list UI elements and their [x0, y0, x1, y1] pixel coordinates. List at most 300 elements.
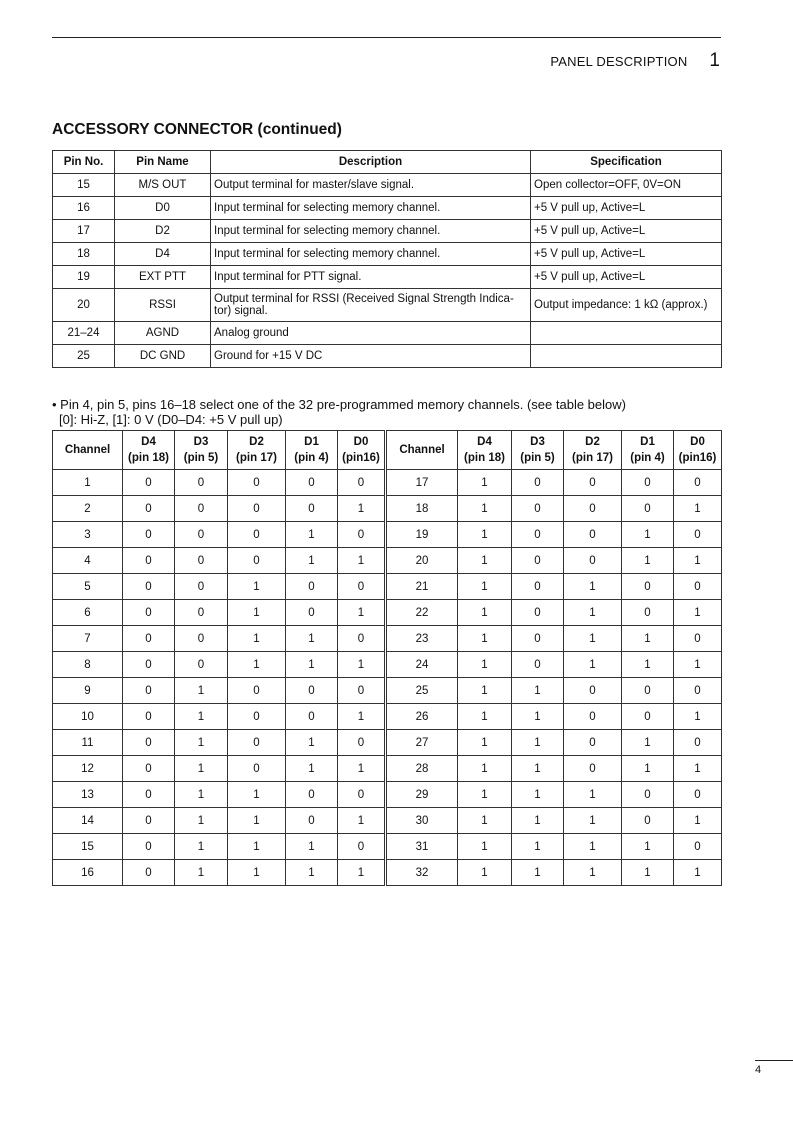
table-row	[53, 652, 722, 678]
table-cell: 1	[458, 808, 512, 834]
col-header-pin: (pin 17)	[572, 452, 613, 464]
table-cell: +5 V pull up, Active=L	[531, 266, 722, 289]
table-cell: 1	[564, 626, 622, 652]
table-cell: +5 V pull up, Active=L	[531, 220, 722, 243]
table-cell: Output terminal for master/slave signal.	[211, 174, 531, 197]
table-cell: 2	[53, 496, 123, 522]
table-cell: 0	[622, 782, 674, 808]
table-cell: 0	[338, 626, 386, 652]
table-cell: 11	[53, 730, 123, 756]
table-cell: 1	[458, 678, 512, 704]
table-cell: 0	[228, 678, 286, 704]
table-row	[53, 522, 722, 548]
table-cell: 1	[175, 782, 228, 808]
col-header-pin: (pin 5)	[520, 452, 555, 464]
table-cell: 5	[53, 574, 123, 600]
col-header-pin: (pin16)	[342, 452, 380, 464]
table-cell: 0	[123, 626, 175, 652]
table-cell: 1	[286, 834, 338, 860]
table-cell: 15	[53, 834, 123, 860]
table-cell: 0	[674, 470, 722, 496]
col-header	[123, 431, 175, 470]
table-cell: 1	[228, 600, 286, 626]
table-cell: 0	[674, 730, 722, 756]
section-title: PANEL DESCRIPTION	[550, 54, 688, 69]
table-cell: 1	[512, 678, 564, 704]
col-header	[53, 431, 123, 470]
table-cell: Analog ground	[211, 322, 531, 345]
table-cell: 1	[512, 860, 564, 886]
table-cell: 0	[622, 704, 674, 730]
channel-table	[52, 430, 722, 886]
col-header: Pin Name	[115, 151, 211, 174]
table-cell: 25	[386, 678, 458, 704]
table-row	[53, 834, 722, 860]
table-cell: M/S OUT	[115, 174, 211, 197]
table-cell: 0	[175, 574, 228, 600]
table-cell: 1	[175, 704, 228, 730]
col-header-pin: (pin 5)	[183, 452, 219, 464]
table-cell: 16	[53, 860, 123, 886]
table-cell: 0	[338, 730, 386, 756]
table-cell: 1	[458, 860, 512, 886]
col-header	[564, 431, 622, 470]
table-cell: 1	[458, 470, 512, 496]
table-row	[53, 808, 722, 834]
table-cell: 1	[564, 808, 622, 834]
table-cell: 21	[386, 574, 458, 600]
col-header-label: D3	[530, 436, 545, 448]
table-cell: 8	[53, 652, 123, 678]
table-cell: 1	[458, 600, 512, 626]
pin-table-header	[53, 151, 722, 174]
table-cell: 1	[564, 834, 622, 860]
channel-table-header	[53, 431, 722, 470]
table-cell: 0	[674, 626, 722, 652]
table-row	[53, 782, 722, 808]
table-cell: 0	[123, 548, 175, 574]
table-cell: 0	[286, 678, 338, 704]
table-cell: 30	[386, 808, 458, 834]
table-cell: 0	[175, 522, 228, 548]
table-cell: 16	[53, 197, 115, 220]
table-cell: 0	[228, 704, 286, 730]
table-cell: 0	[286, 574, 338, 600]
table-cell: 0	[564, 730, 622, 756]
col-header	[228, 431, 286, 470]
table-cell: 1	[674, 756, 722, 782]
table-cell: 1	[674, 808, 722, 834]
page-number: 4	[755, 1064, 762, 1076]
col-header-label: D2	[585, 436, 600, 448]
table-cell: 17	[386, 470, 458, 496]
table-cell: 3	[53, 522, 123, 548]
table-cell: 1	[175, 678, 228, 704]
table-cell: 1	[175, 860, 228, 886]
col-header	[386, 431, 458, 470]
table-cell: 18	[386, 496, 458, 522]
table-cell: 13	[53, 782, 123, 808]
table-cell: 1	[512, 704, 564, 730]
table-row	[53, 496, 722, 522]
table-cell: 1	[286, 730, 338, 756]
table-cell: 1	[622, 522, 674, 548]
pin-table	[52, 150, 722, 368]
table-cell: 0	[123, 652, 175, 678]
table-cell: 32	[386, 860, 458, 886]
table-cell	[531, 345, 722, 368]
table-cell: 1	[228, 860, 286, 886]
table-cell: 4	[53, 548, 123, 574]
table-row	[53, 678, 722, 704]
table-cell: 1	[338, 652, 386, 678]
table-cell: 1	[286, 756, 338, 782]
table-cell: 14	[53, 808, 123, 834]
table-cell: 0	[622, 470, 674, 496]
table-cell: 1	[458, 834, 512, 860]
table-cell: 0	[228, 730, 286, 756]
col-header: Specification	[531, 151, 722, 174]
table-cell: 0	[674, 782, 722, 808]
table-cell: 1	[175, 834, 228, 860]
table-cell: 0	[564, 704, 622, 730]
col-header-label: Channel	[64, 444, 111, 456]
table-cell: 20	[53, 289, 115, 322]
table-cell: 26	[386, 704, 458, 730]
table-cell: 0	[512, 574, 564, 600]
table-cell: 0	[175, 626, 228, 652]
table-cell: 0	[123, 782, 175, 808]
table-row	[53, 322, 722, 345]
table-cell: 22	[386, 600, 458, 626]
table-cell: 1	[622, 626, 674, 652]
table-cell: 1	[458, 496, 512, 522]
table-cell: Ground for +15 V DC	[211, 345, 531, 368]
table-cell: Input terminal for selecting memory channel.	[211, 243, 531, 266]
table-cell: 0	[286, 470, 338, 496]
col-header	[674, 431, 722, 470]
table-cell: 0	[338, 470, 386, 496]
table-cell: 0	[175, 600, 228, 626]
table-cell: 0	[286, 808, 338, 834]
col-header	[622, 431, 674, 470]
col-header-pin: (pin 18)	[128, 452, 169, 464]
col-header-label: D0	[353, 436, 369, 448]
table-cell: 0	[564, 470, 622, 496]
table-cell: 0	[338, 678, 386, 704]
table-row	[53, 289, 722, 322]
table-cell: D0	[115, 197, 211, 220]
table-cell: Open collector=OFF, 0V=ON	[531, 174, 722, 197]
table-cell: 0	[622, 678, 674, 704]
col-header-label: D1	[304, 436, 319, 448]
table-row	[53, 345, 722, 368]
table-cell: 1	[458, 652, 512, 678]
table-cell: 1	[175, 730, 228, 756]
table-cell: 0	[123, 600, 175, 626]
table-cell: 1	[228, 626, 286, 652]
table-cell: 0	[512, 652, 564, 678]
table-cell: 0	[512, 522, 564, 548]
table-cell: 10	[53, 704, 123, 730]
table-cell: 0	[674, 834, 722, 860]
table-cell: 0	[564, 522, 622, 548]
table-cell: 1	[564, 600, 622, 626]
table-cell: +5 V pull up, Active=L	[531, 243, 722, 266]
table-cell: 0	[175, 470, 228, 496]
table-cell: 1	[175, 756, 228, 782]
col-header	[175, 431, 228, 470]
note-line-1: • Pin 4, pin 5, pins 16–18 select one of the 32 pre-programmed memory channels. (see table below)	[52, 397, 626, 412]
table-cell: 7	[53, 626, 123, 652]
table-row	[53, 174, 722, 197]
table-row	[53, 600, 722, 626]
table-cell: 0	[338, 834, 386, 860]
note	[52, 397, 626, 427]
table-cell: 0	[286, 782, 338, 808]
table-row	[53, 730, 722, 756]
table-cell: 1	[458, 574, 512, 600]
table-cell: 1	[286, 860, 338, 886]
table-cell: 0	[175, 496, 228, 522]
table-cell: 0	[228, 470, 286, 496]
table-cell: 0	[286, 704, 338, 730]
table-row	[53, 574, 722, 600]
col-header: Pin No.	[53, 151, 115, 174]
table-cell: 0	[123, 574, 175, 600]
table-cell: 20	[386, 548, 458, 574]
table-cell: 19	[386, 522, 458, 548]
col-header-label: D3	[193, 436, 209, 448]
col-header-pin: (pin 4)	[630, 452, 665, 464]
table-cell: 0	[622, 808, 674, 834]
table-cell: Output impedance: 1 kΩ (approx.)	[531, 289, 722, 322]
table-cell: 17	[53, 220, 115, 243]
table-cell: Output terminal for RSSI (Received Signal Strength Indica-tor) signal.	[211, 289, 531, 322]
table-cell: 0	[512, 626, 564, 652]
col-header-label: D4	[141, 436, 156, 448]
col-header-pin: (pin16)	[678, 452, 717, 464]
col-header-label: D0	[690, 436, 705, 448]
table-cell: 1	[512, 834, 564, 860]
table-row	[53, 860, 722, 886]
table-row	[53, 626, 722, 652]
table-cell: DC GND	[115, 345, 211, 368]
table-cell: 0	[564, 548, 622, 574]
table-cell: Input terminal for PTT signal.	[211, 266, 531, 289]
table-cell: Input terminal for selecting memory channel.	[211, 197, 531, 220]
table-cell: 31	[386, 834, 458, 860]
table-cell: 24	[386, 652, 458, 678]
table-row	[53, 220, 722, 243]
table-cell: 1	[512, 808, 564, 834]
table-cell: 1	[458, 626, 512, 652]
table-cell: 1	[674, 548, 722, 574]
top-rule	[52, 37, 721, 38]
table-cell: 12	[53, 756, 123, 782]
table-cell: 6	[53, 600, 123, 626]
table-cell: 1	[512, 782, 564, 808]
table-cell: 1	[338, 756, 386, 782]
table-row	[53, 266, 722, 289]
table-cell: 25	[53, 345, 115, 368]
table-cell: 1	[338, 808, 386, 834]
table-cell: 1	[338, 860, 386, 886]
page-title: ACCESSORY CONNECTOR (continued)	[52, 121, 342, 138]
table-cell: 1	[458, 548, 512, 574]
table-cell: RSSI	[115, 289, 211, 322]
bottom-rule	[755, 1060, 793, 1061]
col-header-label: D2	[249, 436, 264, 448]
table-cell: 0	[123, 808, 175, 834]
col-header	[512, 431, 564, 470]
table-cell: 1	[622, 548, 674, 574]
table-cell: 0	[286, 600, 338, 626]
table-cell: 1	[512, 756, 564, 782]
table-cell: 1	[512, 730, 564, 756]
table-cell: 0	[338, 574, 386, 600]
table-cell: 28	[386, 756, 458, 782]
table-cell: 1	[622, 652, 674, 678]
table-cell: 0	[123, 704, 175, 730]
col-header-label: Channel	[399, 444, 445, 456]
table-cell: 1	[622, 834, 674, 860]
table-cell: 0	[286, 496, 338, 522]
table-cell: 18	[53, 243, 115, 266]
table-cell: 1	[674, 600, 722, 626]
table-cell: 1	[674, 860, 722, 886]
table-cell: 1	[286, 652, 338, 678]
table-cell: 21–24	[53, 322, 115, 345]
table-row	[53, 756, 722, 782]
table-cell: 1	[674, 652, 722, 678]
table-cell: 0	[123, 730, 175, 756]
table-cell: 1	[228, 652, 286, 678]
table-cell: 29	[386, 782, 458, 808]
table-cell: D4	[115, 243, 211, 266]
table-cell: 0	[338, 782, 386, 808]
table-cell: 0	[123, 496, 175, 522]
table-cell: AGND	[115, 322, 211, 345]
table-cell: 1	[228, 782, 286, 808]
table-cell: 0	[228, 548, 286, 574]
table-cell: 1	[458, 730, 512, 756]
table-cell: 1	[674, 704, 722, 730]
table-cell: 0	[123, 522, 175, 548]
table-row	[53, 704, 722, 730]
table-cell: 27	[386, 730, 458, 756]
table-cell: +5 V pull up, Active=L	[531, 197, 722, 220]
table-cell: 1	[286, 626, 338, 652]
table-cell: 0	[512, 496, 564, 522]
table-cell: 19	[53, 266, 115, 289]
table-row	[53, 470, 722, 496]
table-cell: 9	[53, 678, 123, 704]
table-cell: 0	[564, 496, 622, 522]
table-cell: 0	[175, 548, 228, 574]
table-cell: 1	[674, 496, 722, 522]
table-cell: 0	[564, 756, 622, 782]
table-cell: 1	[564, 652, 622, 678]
table-cell: 0	[674, 522, 722, 548]
table-cell: 1	[228, 574, 286, 600]
table-cell: 1	[458, 756, 512, 782]
table-cell: 1	[458, 782, 512, 808]
table-cell: 0	[564, 678, 622, 704]
table-cell: 0	[674, 678, 722, 704]
table-cell: 0	[512, 548, 564, 574]
table-cell: 1	[338, 704, 386, 730]
table-cell: 0	[123, 834, 175, 860]
col-header-label: D1	[640, 436, 655, 448]
col-header	[286, 431, 338, 470]
table-cell: 1	[228, 834, 286, 860]
table-cell: 0	[123, 470, 175, 496]
table-cell: 0	[622, 574, 674, 600]
table-cell: 0	[228, 756, 286, 782]
table-row	[53, 548, 722, 574]
table-row	[53, 243, 722, 266]
table-cell: 0	[512, 600, 564, 626]
col-header-label: D4	[477, 436, 492, 448]
table-cell: 1	[458, 522, 512, 548]
table-cell: 1	[564, 782, 622, 808]
table-cell: 0	[338, 522, 386, 548]
note-line-2: [0]: Hi-Z, [1]: 0 V (D0–D4: +5 V pull up)	[59, 412, 283, 427]
table-cell: 1	[564, 860, 622, 886]
page-header	[550, 50, 720, 72]
table-cell: 1	[458, 704, 512, 730]
table-cell	[531, 322, 722, 345]
table-cell: 0	[123, 860, 175, 886]
table-cell: 1	[622, 860, 674, 886]
col-header-pin: (pin 18)	[464, 452, 505, 464]
table-cell: 0	[123, 756, 175, 782]
table-cell: 1	[338, 496, 386, 522]
table-cell: 1	[228, 808, 286, 834]
col-header	[458, 431, 512, 470]
table-cell: 1	[286, 548, 338, 574]
table-cell: 1	[622, 730, 674, 756]
chapter-number: 1	[709, 50, 720, 71]
table-cell: EXT PTT	[115, 266, 211, 289]
table-cell: 1	[286, 522, 338, 548]
table-cell: 23	[386, 626, 458, 652]
col-header	[338, 431, 386, 470]
table-cell: 1	[338, 600, 386, 626]
table-cell: 0	[228, 522, 286, 548]
table-row	[53, 197, 722, 220]
table-cell: Input terminal for selecting memory channel.	[211, 220, 531, 243]
table-cell: 0	[622, 496, 674, 522]
table-cell: 15	[53, 174, 115, 197]
table-cell: 0	[123, 678, 175, 704]
table-cell: 1	[53, 470, 123, 496]
table-cell: 0	[512, 470, 564, 496]
col-header-pin: (pin 4)	[294, 452, 329, 464]
table-cell: 1	[338, 548, 386, 574]
table-cell: 0	[622, 600, 674, 626]
col-header: Description	[211, 151, 531, 174]
table-cell: 1	[175, 808, 228, 834]
table-cell: 0	[175, 652, 228, 678]
table-cell: 1	[622, 756, 674, 782]
table-cell: 1	[564, 574, 622, 600]
table-cell: 0	[674, 574, 722, 600]
table-cell: 0	[228, 496, 286, 522]
table-cell: D2	[115, 220, 211, 243]
col-header-pin: (pin 17)	[236, 452, 277, 464]
